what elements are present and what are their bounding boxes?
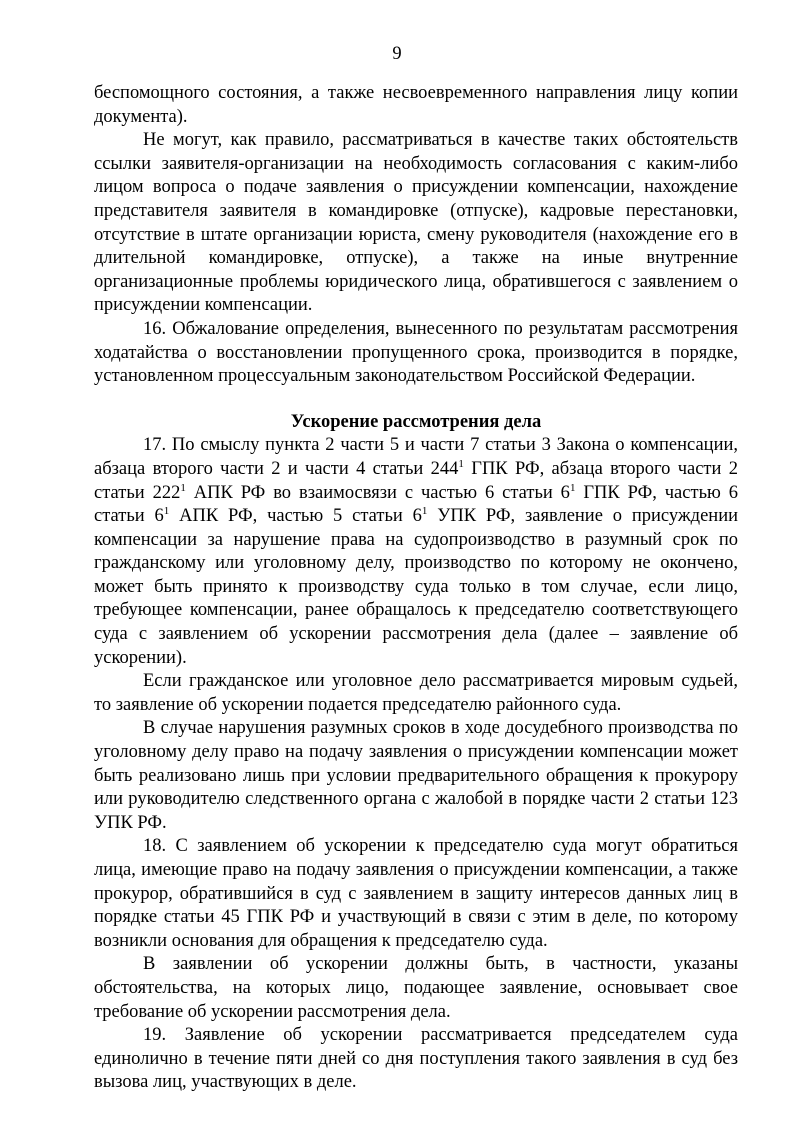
paragraph: Не могут, как правило, рассматриваться в качестве таких обстоятельств ссылки заявителя-организации на необходимость согласования с каким-либо лицом вопроса о подаче заявления о присуждении компенсации, нахождение представителя заявителя в командировке (отпуске), кадровые перестановки, отсутствие в штате организации юриста, смену руководителя (нахождение его в длительной командировке, отпуске), а также на иные внутренние организационные проблемы юридического лица, обратившегося с заявлением о присуждении компенсации. (94, 130, 738, 316)
superscript: 1 (458, 457, 464, 470)
superscript: 1 (421, 505, 428, 518)
text-run: АПК РФ, частью 5 статьи 6 (169, 506, 422, 527)
text-run: ГПК РФ, частью 6 статьи 6 (94, 482, 738, 527)
text-run: АПК РФ во взаимосвязи с частью 6 статьи 6 (185, 482, 570, 503)
text-run: УПК РФ, заявление о присуждении компенсации за нарушение права на судопроизводство в разумный срок по гражданскому или уголовному делу, производство по которому не окончено, может быть принято к производству суда только в том случае, если лицо, требующее компенсации, ранее обращалось к председателю соответствующего суда с заявлением об ускорении рассмотрения дела (далее – заявление об ускорении). (94, 506, 738, 668)
paragraph: 19. Заявление об ускорении рассматривается председателем суда единолично в течение пяти дней со дня поступления такого заявления в суд без вызова лиц, участвующих в деле. (94, 1025, 738, 1093)
superscript: 1 (180, 481, 186, 494)
text-run: 17. По смыслу пункта 2 части 5 и части 7 статьи 3 Закона о компенсации, абзаца второго части 2 и части 4 статьи 244 (94, 435, 738, 479)
page-number: 9 (392, 44, 402, 64)
document-body (94, 82, 738, 1095)
paragraph: 16. Обжалование определения, вынесенного по результатам рассмотрения ходатайства о восстановлении пропущенного срока, производится в порядке, установленном процессуальным законодательством Российской Федерации. (94, 318, 738, 387)
text-run: ГПК РФ, абзаца второго части 2 статьи 222 (94, 458, 738, 503)
section-heading: Ускорение рассмотрения дела (290, 411, 542, 432)
paragraph: Если гражданское или уголовное дело рассматривается мировым судьей, то заявление об ускорении подается председателю районного суда. (94, 671, 738, 715)
superscript: 1 (569, 481, 576, 494)
paragraph: В заявлении об ускорении должны быть, в частности, указаны обстоятельства, на которых лицо, подающее заявление, основывает свое требование об ускорении рассмотрения дела. (94, 954, 738, 1022)
paragraph: 18. С заявлением об ускорении к председателю суда могут обратиться лица, имеющие право на подачу заявления о присуждении компенсации, а также прокурор, обратившийся в суд с заявлением в защиту интересов данных лиц в порядке статьи 45 ГПК РФ и участвующий в связи с этим в деле, по которому возникли основания для обращения к председателю суда. (94, 836, 738, 951)
paragraph: беспомощного состояния, а также несвоевременного направления лицу копии документа). (94, 83, 738, 127)
paragraph: В случае нарушения разумных сроков в ходе досудебного производства по уголовному делу право на подачу заявления о присуждении компенсации может быть реализовано лишь при условии предварительного обращения к прокурору или руководителю следственного органа с жалобой в порядке части 2 статьи 123 УПК РФ. (94, 718, 738, 833)
superscript: 1 (163, 505, 170, 518)
paragraph-17 (94, 434, 738, 670)
